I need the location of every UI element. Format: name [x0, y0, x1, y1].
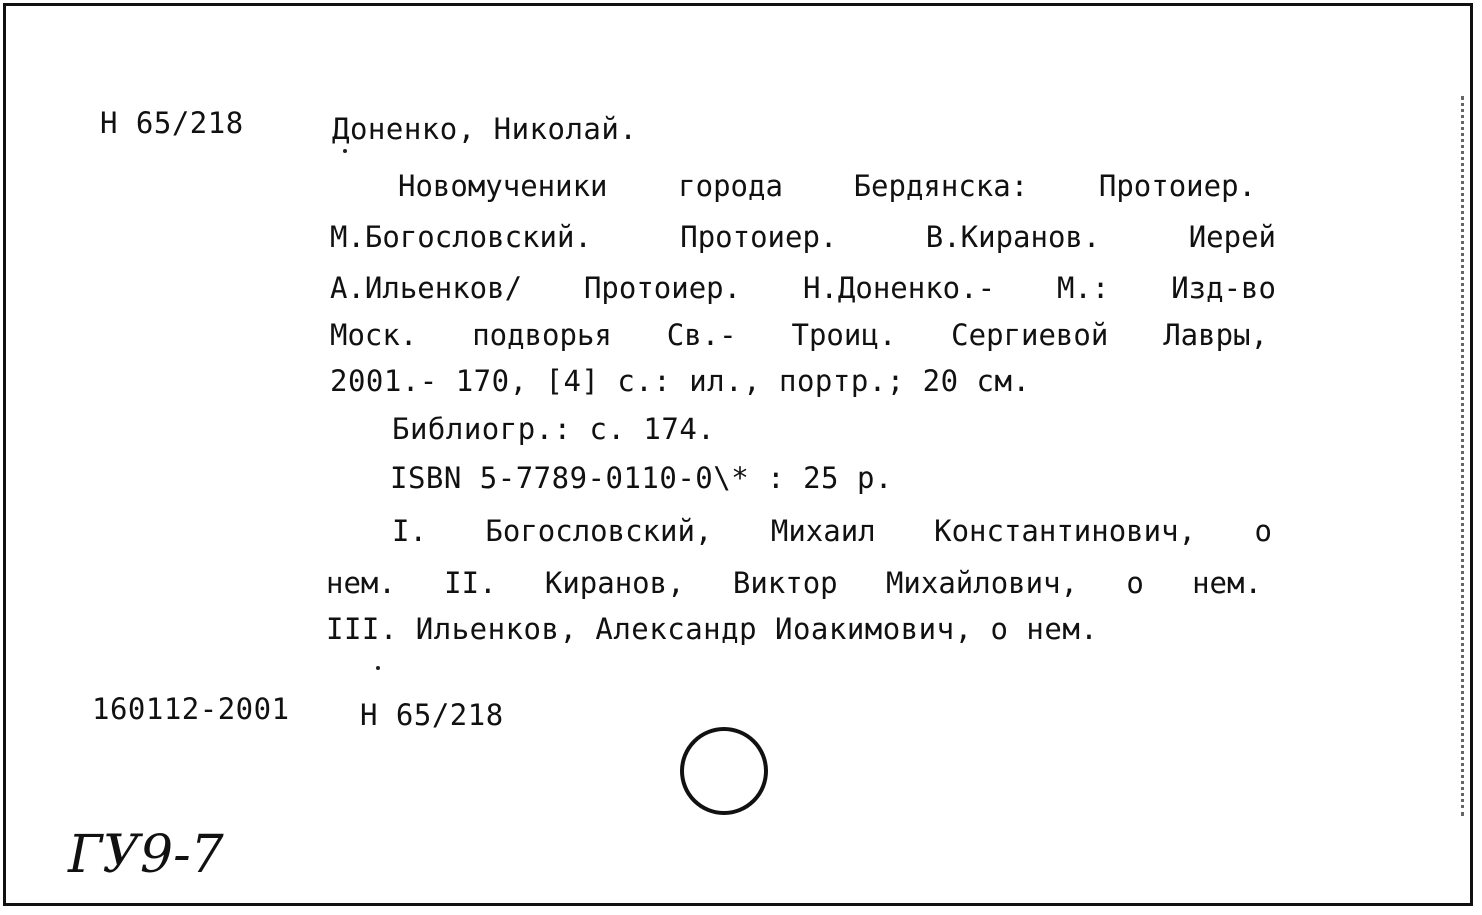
subject-word: II.	[444, 566, 497, 600]
handwritten-note	[64, 812, 284, 892]
punched-hole	[680, 727, 768, 815]
title-word: Иерей	[1188, 220, 1276, 254]
imprint-line: 2001.- 170, [4] с.: ил., портр.; 20 см.	[330, 364, 1031, 398]
handwritten-note-text: ГУ9-7	[68, 825, 224, 885]
subject-word: I.	[392, 514, 427, 548]
subjects-line-1	[392, 514, 1272, 548]
subject-word: о	[1254, 514, 1272, 548]
bibliography-note: Библиогр.: с. 174.	[392, 412, 716, 446]
title-word: Моск.	[330, 318, 418, 352]
ink-speck	[343, 149, 347, 153]
title-word: Троиц.	[791, 318, 897, 352]
title-word: города	[678, 169, 783, 203]
subject-word: Константинович,	[934, 514, 1197, 548]
title-word: Лавры,	[1163, 318, 1268, 352]
author-heading: Доненко, Николай.	[332, 112, 638, 146]
title-line-3	[330, 271, 1276, 305]
catalog-card	[3, 3, 1473, 906]
title-line-2	[330, 220, 1276, 254]
title-word: Изд-во	[1171, 271, 1276, 305]
subjects-line-3: III. Ильенков, Александр Иоакимович, о нем.	[326, 612, 1099, 646]
title-word: М.Богословский.	[330, 220, 592, 254]
title-line-1	[398, 169, 1256, 203]
isbn-line: ISBN 5-7789-0110-0\* : 25 р.	[390, 461, 893, 495]
subject-word: о	[1126, 566, 1144, 600]
title-word: Протоиер.	[680, 220, 838, 254]
subject-word: нем.	[326, 566, 396, 600]
subject-word: Киранов,	[544, 566, 685, 600]
ink-speck	[376, 666, 380, 670]
title-word: Протоиер.	[583, 271, 742, 305]
subject-word: Михайлович,	[885, 566, 1078, 600]
title-word: подворья	[472, 318, 612, 352]
subjects-line-2	[326, 566, 1262, 600]
title-word: Сергиевой	[951, 318, 1109, 352]
perforation-edge	[1461, 96, 1467, 816]
title-word: Н.Доненко.-	[802, 271, 996, 305]
title-word: Новомученики	[398, 169, 608, 203]
title-word: Бердянска:	[853, 169, 1029, 203]
subject-word: Виктор	[732, 566, 838, 600]
title-word: М.:	[1056, 271, 1110, 305]
subject-word: Михаил	[770, 514, 876, 548]
title-word: Протоиер.	[1098, 169, 1256, 203]
title-word: А.Ильенков/	[330, 271, 523, 305]
title-word: Св.-	[666, 318, 737, 352]
subject-word: нем.	[1192, 566, 1262, 600]
call-number-bottom: Н 65/218	[360, 698, 504, 732]
subject-word: Богословский,	[485, 514, 713, 548]
title-line-4	[330, 318, 1268, 352]
inventory-number: 160112-2001	[92, 692, 290, 726]
call-number-top: Н 65/218	[100, 106, 244, 140]
title-word: В.Киранов.	[925, 220, 1101, 254]
